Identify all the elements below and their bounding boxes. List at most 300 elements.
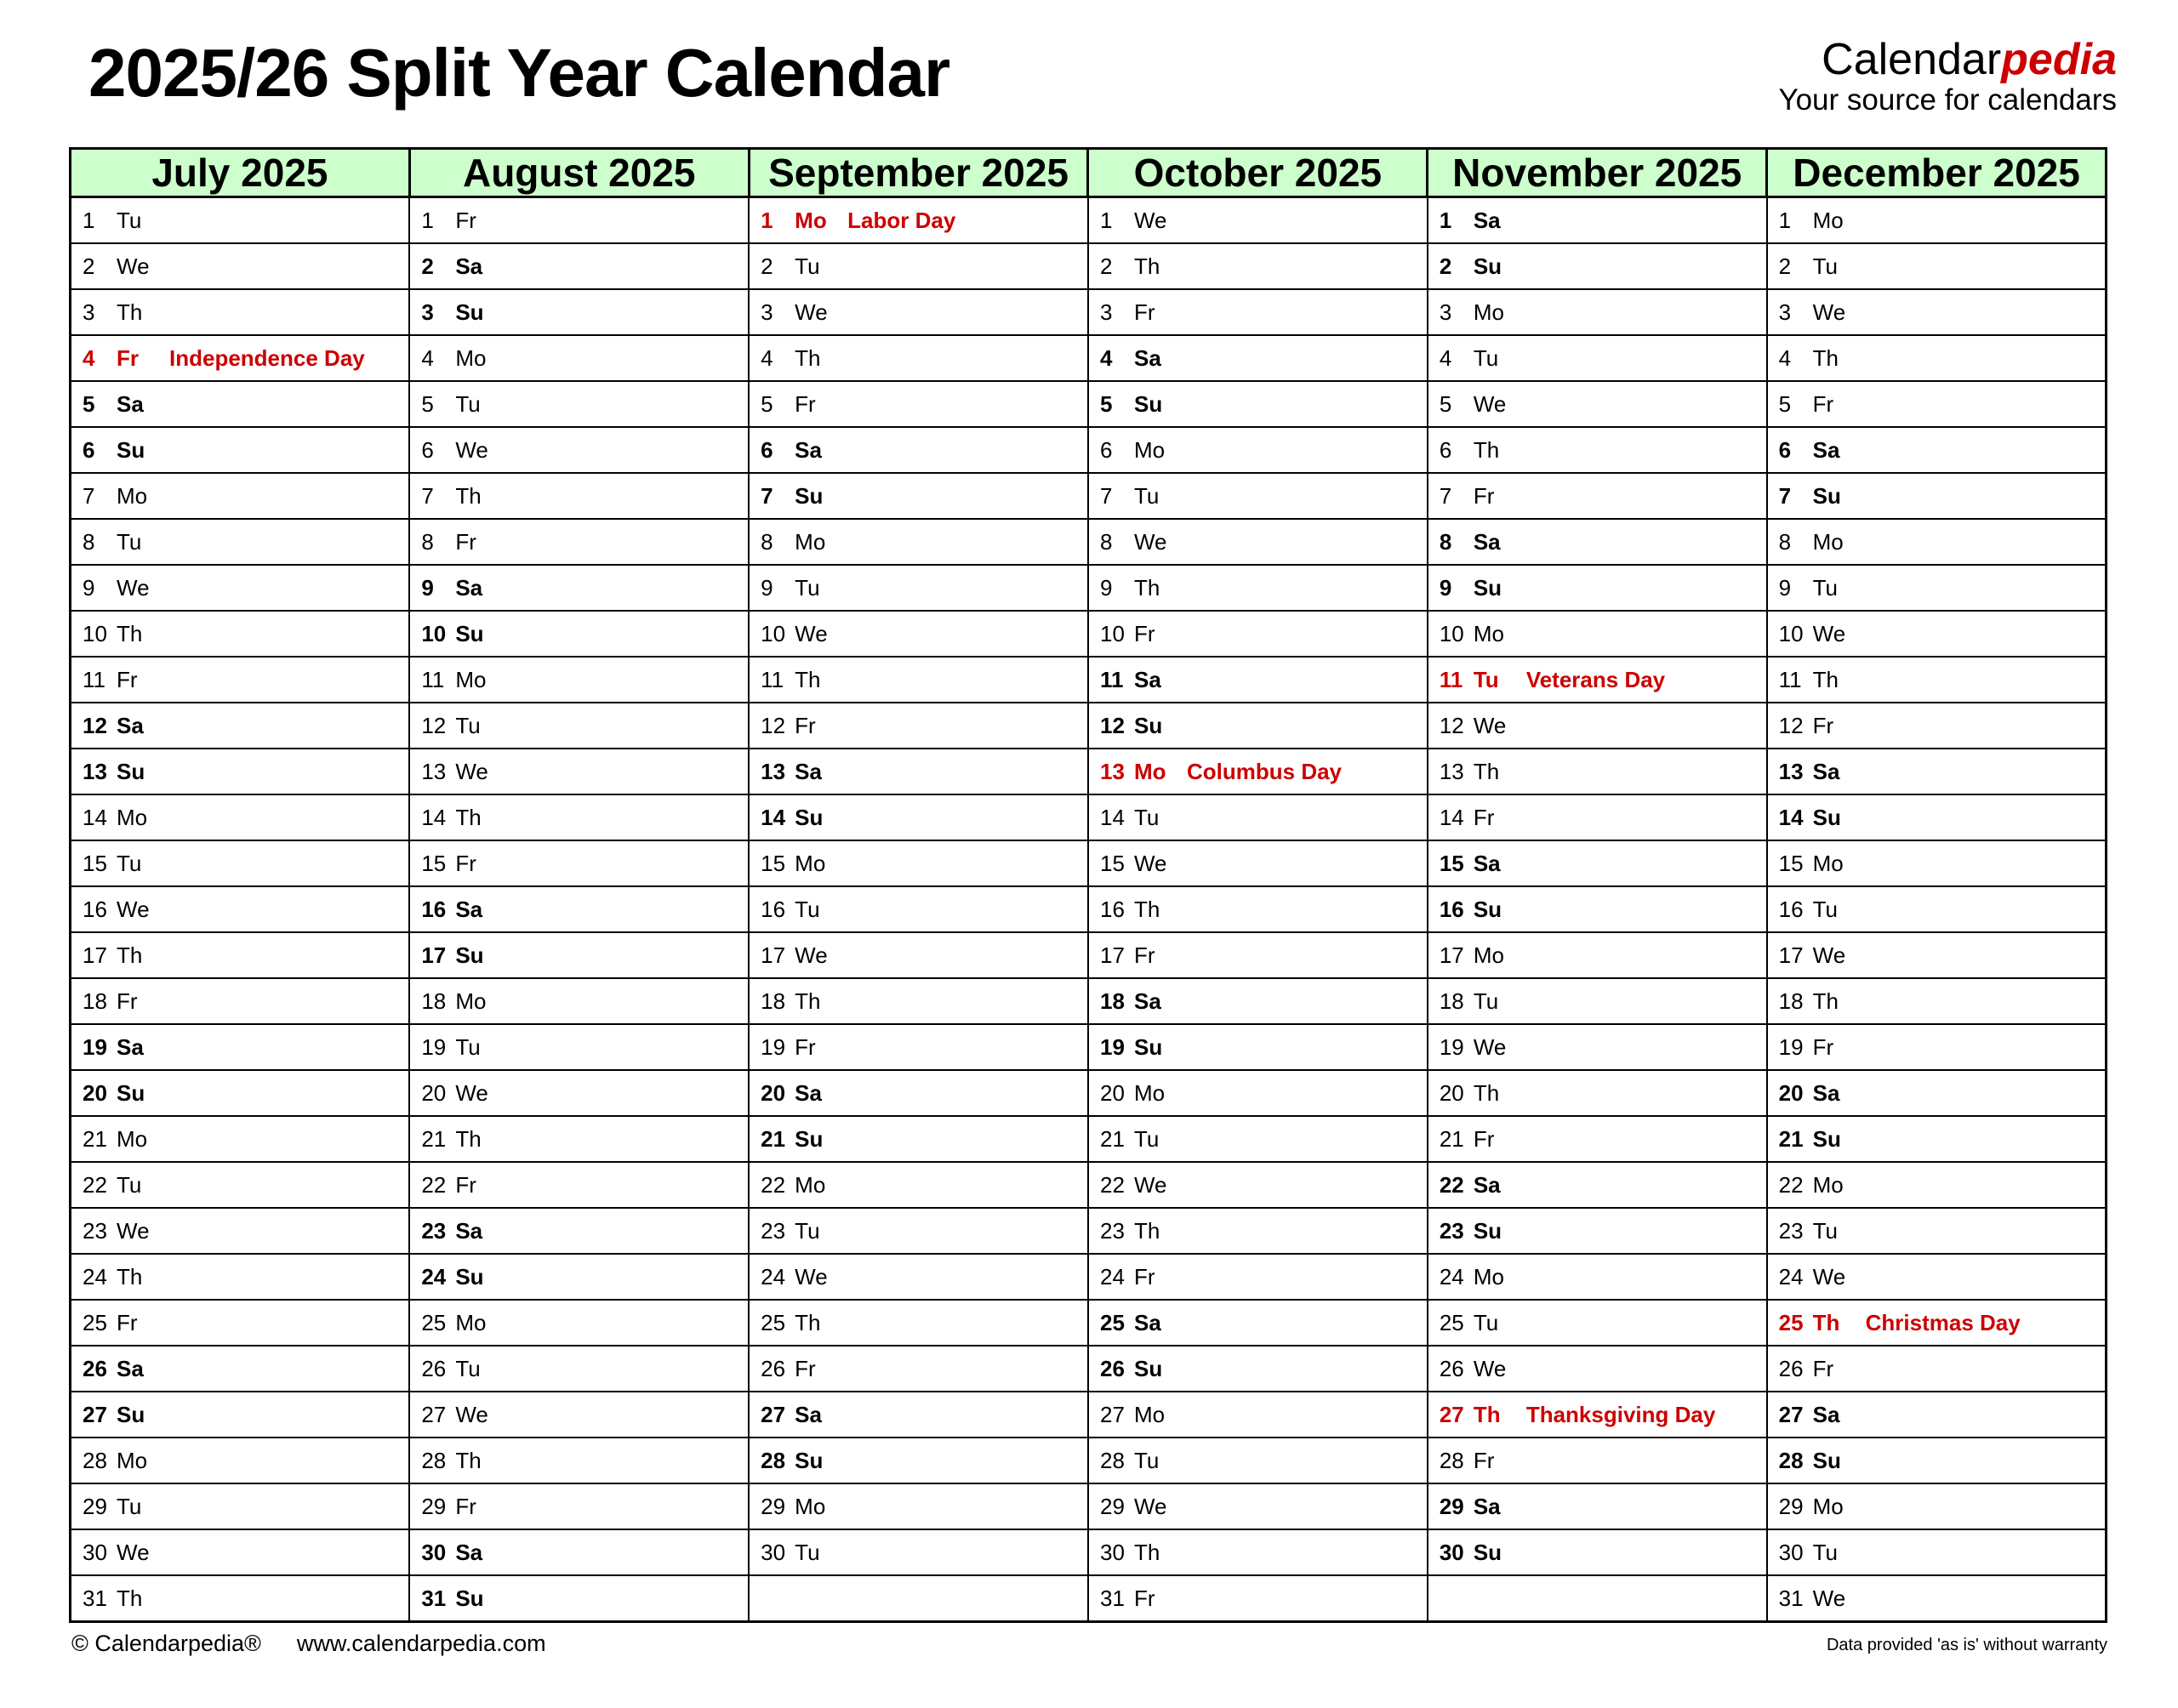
day-number: 21	[1439, 1125, 1464, 1152]
day-number: 22	[1439, 1171, 1464, 1198]
day-number: 28	[1439, 1447, 1464, 1473]
day-number: 4	[1099, 344, 1113, 371]
day-number: 5	[83, 390, 95, 417]
day-number: 28	[83, 1447, 107, 1473]
day-cell	[71, 978, 410, 1024]
weekday-abbr: Fr	[117, 666, 138, 692]
weekday-abbr: Su	[1812, 1447, 1841, 1473]
weekday-abbr: We	[1133, 207, 1167, 233]
day-cell	[749, 611, 1088, 657]
day-number: 26	[1439, 1355, 1464, 1381]
calendar-row	[71, 886, 2107, 932]
day-number: 9	[761, 574, 773, 601]
day-cell	[749, 1116, 1088, 1162]
day-number: 10	[1099, 620, 1125, 646]
day-cell	[1767, 381, 2107, 427]
day-cell	[1767, 840, 2107, 886]
month-header: July 2025	[71, 149, 410, 197]
page-title: 2025/26 Split Year Calendar	[88, 35, 950, 111]
weekday-abbr: Fr	[1133, 620, 1155, 646]
weekday-abbr: We	[117, 1217, 150, 1244]
weekday-abbr: Su	[1473, 574, 1502, 601]
weekday-abbr: Fr	[1133, 1263, 1155, 1290]
day-number: 13	[83, 758, 107, 784]
day-number: 13	[761, 758, 786, 784]
day-number: 12	[421, 712, 447, 738]
day-number: 27	[1778, 1401, 1804, 1427]
weekday-abbr: Tu	[117, 1171, 142, 1198]
day-cell	[1767, 932, 2107, 978]
weekday-abbr: We	[1473, 390, 1507, 417]
weekday-abbr: Tu	[795, 1217, 820, 1244]
day-number: 16	[761, 896, 786, 922]
weekday-abbr: Su	[1133, 1355, 1163, 1381]
day-cell	[1767, 1575, 2107, 1622]
day-cell	[1088, 1070, 1428, 1116]
weekday-abbr: Tu	[1812, 574, 1839, 601]
weekday-abbr: Mo	[1812, 850, 1844, 876]
weekday-abbr: Th	[795, 988, 821, 1014]
holiday-name: Veterans Day	[1525, 666, 1666, 692]
day-number: 7	[761, 482, 773, 509]
day-number: 29	[761, 1493, 786, 1519]
day-number: 11	[83, 666, 105, 692]
day-cell	[749, 978, 1088, 1024]
day-cell	[1088, 978, 1428, 1024]
day-cell	[1428, 932, 1767, 978]
day-cell	[1767, 1070, 2107, 1116]
weekday-abbr: Su	[117, 1079, 145, 1106]
day-cell	[1088, 1300, 1428, 1346]
day-cell	[1767, 1529, 2107, 1575]
day-cell	[1428, 611, 1767, 657]
weekday-abbr: Sa	[1812, 1401, 1840, 1427]
weekday-abbr: Th	[117, 942, 143, 968]
day-cell	[1088, 1254, 1428, 1300]
day-cell	[409, 1529, 749, 1575]
day-cell	[1767, 703, 2107, 749]
day-number: 2	[1778, 253, 1792, 279]
day-cell	[1428, 1438, 1767, 1483]
day-cell	[1088, 611, 1428, 657]
day-number: 31	[1099, 1585, 1125, 1611]
day-cell	[71, 794, 410, 840]
day-number: 26	[421, 1355, 447, 1381]
day-cell	[409, 1438, 749, 1483]
day-cell	[1428, 1208, 1767, 1254]
calendar-row	[71, 1392, 2107, 1438]
weekday-abbr: We	[1133, 1493, 1167, 1519]
weekday-abbr: Su	[1812, 804, 1841, 830]
day-number: 24	[421, 1263, 447, 1290]
day-number: 27	[1439, 1401, 1464, 1427]
day-number: 23	[1439, 1217, 1464, 1244]
weekday-abbr: We	[795, 620, 828, 646]
day-number: 15	[761, 850, 786, 876]
weekday-abbr: We	[1473, 1033, 1507, 1060]
weekday-abbr: Tu	[117, 1493, 142, 1519]
weekday-abbr: Tu	[1473, 1309, 1499, 1335]
day-cell	[749, 1300, 1088, 1346]
day-cell	[1088, 1529, 1428, 1575]
day-number: 15	[421, 850, 447, 876]
weekday-abbr: Su	[1133, 1033, 1163, 1060]
day-number: 26	[83, 1355, 107, 1381]
day-number: 11	[1778, 666, 1802, 692]
day-cell	[409, 519, 749, 565]
weekday-abbr: Th	[1133, 896, 1160, 922]
weekday-abbr: Mo	[455, 1309, 487, 1335]
calendar-row	[71, 1116, 2107, 1162]
day-cell	[409, 1024, 749, 1070]
calendar-row	[71, 1070, 2107, 1116]
day-number: 5	[1099, 390, 1113, 417]
day-cell	[409, 749, 749, 794]
day-cell	[1088, 1392, 1428, 1438]
weekday-abbr: We	[1812, 1585, 1846, 1611]
day-cell	[71, 611, 410, 657]
day-number: 12	[761, 712, 786, 738]
day-number: 26	[1778, 1355, 1804, 1381]
day-cell	[1767, 657, 2107, 703]
day-number: 25	[1439, 1309, 1464, 1335]
holiday-name: Independence Day	[169, 344, 365, 371]
weekday-abbr: Tu	[1812, 253, 1839, 279]
day-number: 9	[1439, 574, 1452, 601]
day-number: 2	[421, 253, 434, 279]
weekday-abbr: Mo	[455, 666, 487, 692]
calendar-row	[71, 381, 2107, 427]
logo-wordmark	[1778, 37, 2117, 82]
day-number: 1	[83, 207, 95, 233]
day-cell	[71, 1162, 410, 1208]
calendar-row	[71, 243, 2107, 289]
day-cell	[71, 335, 410, 381]
filler-cell	[1428, 1575, 1767, 1622]
weekday-abbr: Sa	[1133, 344, 1161, 371]
day-number: 3	[83, 299, 95, 325]
day-cell	[1428, 1483, 1767, 1529]
weekday-abbr: We	[117, 253, 150, 279]
day-cell	[1428, 886, 1767, 932]
weekday-abbr: Su	[117, 1401, 145, 1427]
day-cell	[1767, 565, 2107, 611]
holiday-name: Christmas Day	[1865, 1309, 2021, 1335]
day-cell	[1767, 1024, 2107, 1070]
day-cell	[409, 611, 749, 657]
weekday-abbr: Sa	[455, 1217, 483, 1244]
day-number: 21	[1778, 1125, 1804, 1152]
weekday-abbr: Mo	[795, 850, 826, 876]
day-cell	[1767, 1483, 2107, 1529]
day-number: 23	[83, 1217, 107, 1244]
day-number: 30	[1439, 1539, 1464, 1565]
day-cell	[1428, 381, 1767, 427]
weekday-abbr: Th	[117, 299, 143, 325]
day-number: 19	[421, 1033, 447, 1060]
weekday-abbr: Th	[795, 666, 821, 692]
day-number: 31	[1778, 1585, 1804, 1611]
weekday-abbr: We	[795, 942, 828, 968]
day-number: 27	[761, 1401, 786, 1427]
weekday-abbr: Sa	[795, 1079, 822, 1106]
weekday-abbr: We	[455, 1079, 488, 1106]
calendar-row	[71, 932, 2107, 978]
weekday-abbr: Th	[117, 1585, 143, 1611]
day-cell	[1088, 749, 1428, 794]
weekday-abbr: Su	[455, 1263, 484, 1290]
day-cell	[1088, 427, 1428, 473]
calendar-row	[71, 1346, 2107, 1392]
calendar-row	[71, 1208, 2107, 1254]
day-number: 3	[1439, 299, 1452, 325]
day-cell	[71, 1300, 410, 1346]
day-cell	[1767, 1116, 2107, 1162]
weekday-abbr: Sa	[1133, 988, 1161, 1014]
weekday-abbr: Sa	[1812, 436, 1840, 463]
day-cell	[1428, 197, 1767, 244]
weekday-abbr: Tu	[455, 390, 481, 417]
day-number: 9	[421, 574, 434, 601]
filler-cell	[749, 1575, 1088, 1622]
day-cell	[409, 565, 749, 611]
day-cell	[409, 335, 749, 381]
day-cell	[1767, 611, 2107, 657]
day-number: 16	[1099, 896, 1125, 922]
day-cell	[1767, 1162, 2107, 1208]
day-number: 25	[421, 1309, 447, 1335]
day-cell	[409, 197, 749, 244]
weekday-abbr: Mo	[1812, 1171, 1844, 1198]
day-number: 11	[1439, 666, 1463, 692]
calendar-row	[71, 519, 2107, 565]
day-number: 29	[1439, 1493, 1464, 1519]
weekday-abbr: Fr	[1133, 1585, 1155, 1611]
weekday-abbr: Fr	[455, 207, 476, 233]
weekday-abbr: We	[455, 1401, 488, 1427]
day-number: 1	[761, 207, 773, 233]
day-number: 14	[83, 804, 107, 830]
weekday-abbr: Th	[1473, 1401, 1501, 1427]
weekday-abbr: Sa	[1812, 1079, 1840, 1106]
weekday-abbr: Mo	[117, 804, 148, 830]
day-cell	[749, 886, 1088, 932]
day-cell	[71, 1438, 410, 1483]
calendar-row	[71, 840, 2107, 886]
weekday-abbr: Sa	[1473, 1493, 1501, 1519]
day-number: 3	[421, 299, 434, 325]
calendar-row	[71, 289, 2107, 335]
calendar-row	[71, 1254, 2107, 1300]
weekday-abbr: Sa	[795, 758, 822, 784]
day-number: 6	[421, 436, 434, 463]
weekday-abbr: Th	[795, 344, 821, 371]
day-cell	[1088, 473, 1428, 519]
day-cell	[1428, 519, 1767, 565]
weekday-abbr: Su	[1473, 1217, 1502, 1244]
day-cell	[409, 1254, 749, 1300]
weekday-abbr: Sa	[795, 436, 822, 463]
day-cell	[1088, 886, 1428, 932]
weekday-abbr: Sa	[1133, 666, 1161, 692]
day-number: 5	[761, 390, 773, 417]
calendar-row	[71, 1483, 2107, 1529]
weekday-abbr: We	[1133, 1171, 1167, 1198]
day-cell	[1088, 1024, 1428, 1070]
day-number: 21	[1099, 1125, 1125, 1152]
day-cell	[1428, 1392, 1767, 1438]
day-cell	[409, 794, 749, 840]
weekday-abbr: Su	[455, 620, 484, 646]
day-cell	[749, 749, 1088, 794]
weekday-abbr: Fr	[1473, 1125, 1495, 1152]
weekday-abbr: Sa	[455, 896, 483, 922]
day-cell	[1428, 427, 1767, 473]
logo-wordmark-black: Calendar	[1822, 35, 2002, 84]
day-number: 29	[1099, 1493, 1125, 1519]
day-number: 23	[421, 1217, 447, 1244]
day-number: 10	[83, 620, 107, 646]
day-cell	[409, 1346, 749, 1392]
weekday-abbr: Sa	[1473, 1171, 1501, 1198]
day-cell	[1428, 289, 1767, 335]
day-number: 2	[83, 253, 95, 279]
day-number: 14	[761, 804, 786, 830]
day-cell	[1088, 1575, 1428, 1622]
day-cell	[1088, 243, 1428, 289]
day-cell	[1767, 886, 2107, 932]
day-number: 30	[1778, 1539, 1804, 1565]
weekday-abbr: Mo	[455, 988, 487, 1014]
day-cell	[1428, 565, 1767, 611]
day-number: 17	[1439, 942, 1464, 968]
day-number: 7	[421, 482, 434, 509]
day-cell	[409, 243, 749, 289]
day-number: 12	[1439, 712, 1464, 738]
weekday-abbr: Fr	[1473, 482, 1495, 509]
day-cell	[409, 978, 749, 1024]
day-number: 6	[1099, 436, 1113, 463]
day-cell	[1767, 427, 2107, 473]
weekday-abbr: Fr	[795, 712, 816, 738]
footer-url: www.calendarpedia.com	[296, 1631, 546, 1656]
day-number: 22	[1099, 1171, 1125, 1198]
day-number: 28	[1778, 1447, 1804, 1473]
day-cell	[1428, 1070, 1767, 1116]
day-number: 24	[1778, 1263, 1804, 1290]
day-number: 18	[421, 988, 447, 1014]
weekday-abbr: Tu	[1133, 482, 1160, 509]
weekday-abbr: We	[1133, 850, 1167, 876]
day-number: 14	[421, 804, 447, 830]
day-number: 4	[1778, 344, 1792, 371]
day-cell	[71, 289, 410, 335]
day-number: 30	[761, 1539, 786, 1565]
weekday-abbr: Mo	[1473, 1263, 1504, 1290]
day-number: 16	[1439, 896, 1464, 922]
day-cell	[749, 1483, 1088, 1529]
weekday-abbr: Su	[117, 758, 145, 784]
day-cell	[409, 657, 749, 703]
calendar-row	[71, 703, 2107, 749]
weekday-abbr: Th	[1812, 344, 1839, 371]
weekday-abbr: Tu	[1812, 896, 1839, 922]
day-cell	[1088, 794, 1428, 840]
day-number: 28	[1099, 1447, 1125, 1473]
weekday-abbr: Fr	[795, 390, 816, 417]
day-number: 8	[1439, 528, 1452, 555]
day-number: 8	[421, 528, 434, 555]
day-number: 25	[83, 1309, 107, 1335]
day-number: 30	[83, 1539, 107, 1565]
day-cell	[1088, 657, 1428, 703]
weekday-abbr: Su	[117, 436, 145, 463]
day-cell	[749, 840, 1088, 886]
day-number: 23	[1778, 1217, 1804, 1244]
day-cell	[1088, 1116, 1428, 1162]
day-cell	[409, 381, 749, 427]
calendar-row	[71, 197, 2107, 244]
weekday-abbr: Su	[795, 1447, 824, 1473]
day-cell	[1088, 289, 1428, 335]
weekday-abbr: Fr	[1133, 299, 1155, 325]
day-number: 11	[761, 666, 784, 692]
weekday-abbr: Th	[117, 1263, 143, 1290]
day-number: 29	[421, 1493, 447, 1519]
weekday-abbr: Sa	[795, 1401, 822, 1427]
weekday-abbr: Tu	[455, 712, 481, 738]
day-number: 4	[1439, 344, 1452, 371]
day-number: 13	[1439, 758, 1464, 784]
day-cell	[749, 1529, 1088, 1575]
day-cell	[1088, 703, 1428, 749]
day-number: 15	[1439, 850, 1464, 876]
weekday-abbr: Th	[455, 1447, 482, 1473]
holiday-name: Thanksgiving Day	[1525, 1401, 1716, 1427]
day-cell	[1088, 197, 1428, 244]
weekday-abbr: We	[1473, 712, 1507, 738]
day-number: 25	[1099, 1309, 1125, 1335]
day-number: 16	[1778, 896, 1804, 922]
calendar-row	[71, 335, 2107, 381]
day-cell	[749, 1438, 1088, 1483]
day-cell	[71, 1254, 410, 1300]
day-cell	[749, 427, 1088, 473]
weekday-abbr: Fr	[117, 988, 138, 1014]
day-number: 20	[1439, 1079, 1464, 1106]
weekday-abbr: We	[1812, 620, 1846, 646]
calendar-row	[71, 749, 2107, 794]
weekday-abbr: Tu	[1133, 1447, 1160, 1473]
weekday-abbr: Tu	[117, 528, 142, 555]
weekday-abbr: Mo	[117, 1447, 148, 1473]
day-cell	[1767, 519, 2107, 565]
day-number: 19	[1099, 1033, 1125, 1060]
day-cell	[409, 932, 749, 978]
day-cell	[1767, 1392, 2107, 1438]
day-number: 20	[1099, 1079, 1125, 1106]
weekday-abbr: Mo	[795, 207, 827, 233]
calendar-row	[71, 473, 2107, 519]
weekday-abbr: Su	[1133, 390, 1163, 417]
day-cell	[749, 657, 1088, 703]
day-cell	[71, 657, 410, 703]
weekday-abbr: Fr	[1812, 712, 1834, 738]
weekday-abbr: Fr	[1812, 1033, 1834, 1060]
day-cell	[749, 197, 1088, 244]
day-cell	[749, 932, 1088, 978]
day-number: 18	[761, 988, 786, 1014]
